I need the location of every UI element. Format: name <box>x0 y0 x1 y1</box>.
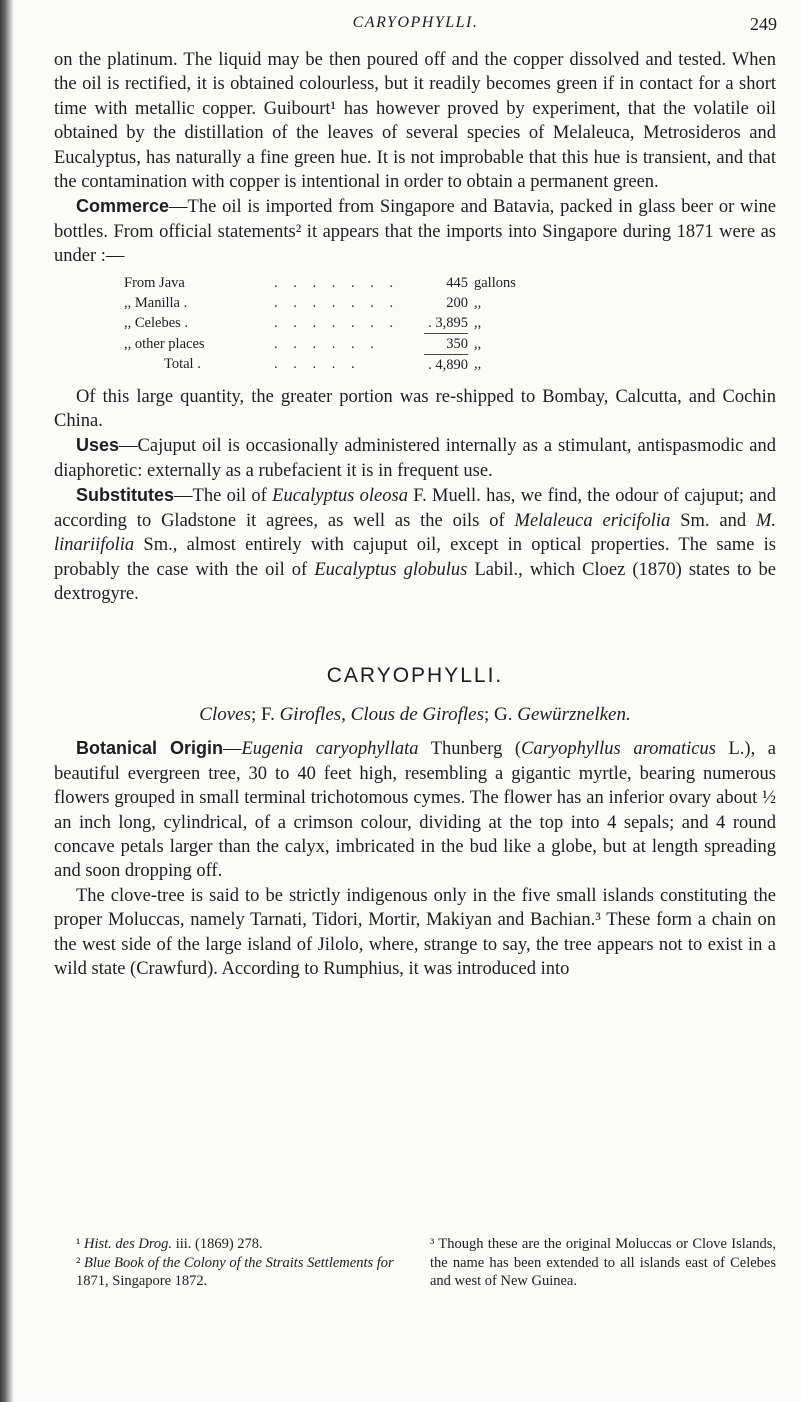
page-number: 249 <box>750 14 777 34</box>
page-binding-edge <box>0 0 14 1402</box>
text-run: iii. (1869) 278. <box>172 1236 263 1252</box>
paragraph-substitutes <box>54 483 776 606</box>
commerce-heading: Commerce <box>76 196 170 217</box>
body-text <box>54 48 776 981</box>
species-name: M. linariifolia <box>54 510 776 556</box>
import-quantity: 200 <box>446 294 468 311</box>
name-french: Girofles, Clous de Girofles <box>279 704 485 726</box>
import-quantity: . 3,895 <box>428 314 468 331</box>
footnote-2 <box>76 1254 396 1291</box>
text-run: ; F. <box>251 704 280 726</box>
import-unit: ,, <box>474 294 482 311</box>
total-label: Total . <box>164 356 201 373</box>
paragraph-clove-tree: The clove-tree is said to be strictly indigenous only in the five small islands constituting the proper Moluccas, namely Tarnati, Tidori, Mortir, Makiyan and Bachian.³ These form a chain on the west side of the large island of Jilolo, where, strange to say, the tree appears not to exist in a wild state (Crawfurd). According to Rumphius, it was introduced into <box>54 885 776 979</box>
text-run: L.), a beautiful evergreen tree, 30 to 40 feet high, resembling a gigantic myrtle, bearing numerous flowers grouped in small terminal trichotomous cymes. The flower has an inferior ovary about ½ an inch long, cylindrical, of a crimson colour, dividing at the top into 4 sepals; and 4 round concave petals larger than the calyx, imbricated in the bud like a globe, but at length spreading and soon dropping off. <box>54 739 776 882</box>
paragraph-botanical-origin <box>54 736 776 883</box>
import-source: From Java <box>124 274 185 291</box>
import-source: ,, Manilla . <box>124 294 188 311</box>
text-run: ; G. <box>484 704 518 726</box>
leader-dots: . . . . . . . <box>274 314 400 331</box>
table-row <box>124 333 544 354</box>
footnote-3: ³ Though these are the original Moluccas or Clove Islands, the name has been extended to all islands east of Celebes and west of New Guinea. <box>430 1236 776 1289</box>
table-row <box>124 313 544 334</box>
common-names <box>54 704 776 726</box>
import-quantity: 445 <box>446 274 468 291</box>
table-row <box>124 273 544 293</box>
text-run: Sm., almost entirely with cajuput oil, except in optical properties. The same is probably the case with the oil of <box>54 535 776 580</box>
species-name: Eucalyptus globulus <box>314 559 468 580</box>
text-run: — <box>222 739 242 760</box>
text-run: Thunberg ( <box>418 739 522 760</box>
total-unit: ,, <box>474 356 482 373</box>
text-run: ² <box>76 1254 84 1271</box>
species-name: Melaleuca ericifolia <box>514 510 671 531</box>
uses-text: —Cajuput oil is occasionally administered internally as a stimulant, antispasmodic and diaphoretic: externally as a rubefacient it is in frequent use. <box>54 436 776 481</box>
import-unit: ,, <box>474 314 482 331</box>
leader-dots: . . . . . . . <box>274 274 400 291</box>
section-title: CARYOPHYLLI. <box>326 664 504 688</box>
paragraph-platinum: on the platinum. The liquid may be then poured off and the copper dissolved and tested. When the oil is rectified, it is obtained colourless, but it readily becomes green if in contact for a short time with metallic copper. Guibourt¹ has however proved by experiment, that the volatile oil obtained by the distillation of the leaves of several species of Melaleuca, Metrosideros and Eucalyptus, has naturally a fine green hue. It is not improbable that this hue is transient, and that the contamination with copper is intentional in order to obtain a permanent green. <box>54 50 776 193</box>
text-run: ¹ <box>76 1236 84 1252</box>
text-run: —The oil of <box>174 486 273 507</box>
text-run: 1871, Singapore 1872. <box>76 1273 208 1289</box>
running-title: CARYOPHYLLI. <box>352 14 479 31</box>
species-name: Caryophyllus aromaticus <box>521 739 716 760</box>
table-row <box>124 293 544 313</box>
leader-dots: . . . . . . <box>274 335 380 352</box>
import-source: ,, Celebes . <box>124 314 189 331</box>
paragraph-commerce <box>54 194 776 268</box>
import-unit: gallons <box>474 274 516 291</box>
import-source: ,, other places <box>124 335 205 352</box>
substitutes-heading: Substitutes <box>76 485 175 506</box>
imports-table <box>124 273 544 375</box>
import-quantity: 350 <box>424 333 468 354</box>
text-run: Blue Book of the Colony of the Straits Settlements for <box>83 1254 394 1271</box>
footnote-1 <box>76 1235 396 1254</box>
paragraph-uses <box>54 433 776 483</box>
table-total-row <box>124 354 544 375</box>
botanical-heading: Botanical Origin <box>76 738 223 759</box>
species-name: Eucalyptus oleosa <box>272 486 408 507</box>
page-header <box>54 14 777 40</box>
text-run: Labil., which Cloez (1870) states to be dextrogyre. <box>54 559 776 604</box>
name-english: Cloves <box>199 704 251 726</box>
species-name: Eugenia caryophyllata <box>241 739 419 760</box>
leader-dots: . . . . . . . <box>274 294 400 311</box>
commerce-text: —The oil is imported from Singapore and Batavia, packed in glass beer or wine bottles. From official statements² it appears that the imports into Singapore during 1871 were as under :— <box>54 197 776 267</box>
total-quantity: . 4,890 <box>428 356 468 373</box>
import-unit: ,, <box>474 335 482 352</box>
uses-heading: Uses <box>76 435 120 456</box>
text-run: Sm. and <box>670 510 756 531</box>
text-run: F. Muell. has, we find, the odour of cajuput; and according to Gladstone it agrees, as well as the oils of <box>54 486 776 531</box>
leader-dots: . . . . . <box>274 356 361 373</box>
text-run: Hist. des Drog. <box>83 1236 173 1252</box>
name-german: Gewürznelken. <box>517 704 631 726</box>
paragraph-reshipped: Of this large quantity, the greater portion was re-shipped to Bombay, Calcutta, and Cochin China. <box>54 386 776 432</box>
footnotes-left-column <box>76 1235 396 1291</box>
